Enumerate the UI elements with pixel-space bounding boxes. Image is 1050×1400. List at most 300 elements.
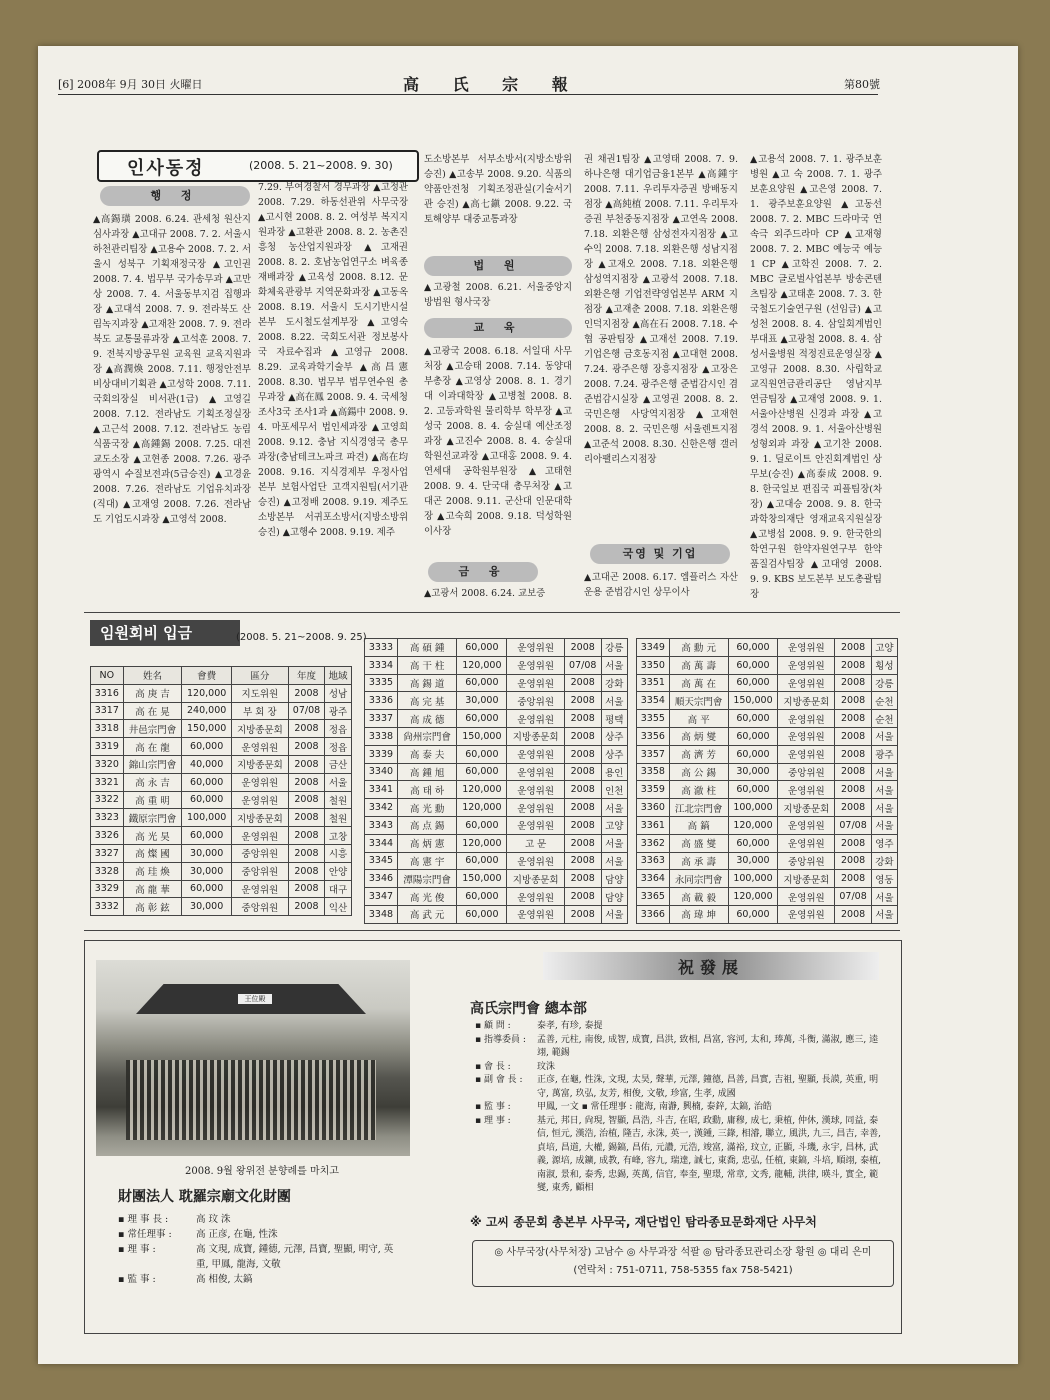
table-row <box>637 674 898 692</box>
table-cell: 3333 <box>365 639 398 657</box>
table-cell: 120,000 <box>728 888 778 906</box>
personnel-column-4a: 권 채권1팀장 ▲고영태 2008. 7. 9. 하나은행 대기업금융1본부 ▲高鍾宇 2008. 7.11. 우리투자증권 방배동지점장 ▲高純植 2008. 7.11. 우리투자증권 부천중동지점장 ▲고연옥 2008. 7.18. 외환은행 삼성전자지점장 ▲고수익 2008. 7.18. 외환은행 성남지점장 ▲고재오 2008. 7.18. 외환은행 삼성역지점장 ▲고광석 2008. 7.18. 외환은행 기업전략영업본부 ARM 지점장 ▲고재춘 2008. 7.18. 외환은행 인덕지점장 ▲高在石 2008. 7.18. 수협 공판팀장 ▲고재선 2008. 7.19. 기업은행 금호동지점 ▲고대현 2008. 7.24. 광주은행 장흥지점장 ▲고장은 2008. 7.24. 광주은행 준법감시인 겸 준법감시실장 ▲고영권 2008. 8. 2. 국민은행 사당역지점장 ▲고재현 2008. 8. 2. 국민은행 서울렌트지점 ▲고준석 2008. 8.30. 신한은행 갤러리아팰리스지점장 <box>584 154 738 465</box>
table-cell: 지도위원 <box>231 684 288 702</box>
officer-names: 泰孝, 有珍, 泰提 <box>537 1021 603 1031</box>
table-cell: 高 萬 壽 <box>669 656 728 674</box>
personnel-title: 인사동정 <box>127 158 205 179</box>
table-row <box>637 692 898 710</box>
office-notice: ※ 고씨 종문회 총본부 사무국, 재단법인 탐라종묘문화재단 사무처 <box>470 1215 817 1229</box>
table-cell: 철원 <box>325 791 352 809</box>
officer-names: 玟洙 <box>537 1061 556 1072</box>
table-cell: 60,000 <box>457 888 507 906</box>
table-cell: 3341 <box>365 781 398 799</box>
table-cell: 3327 <box>91 844 124 862</box>
table-cell: 2008 <box>564 692 601 710</box>
table-cell: 高 鎬 <box>669 816 728 834</box>
officer-role: ▪ 理 事 長 : <box>118 1214 169 1225</box>
table-cell: 高 在 晃 <box>123 702 182 720</box>
section-divider <box>84 612 900 613</box>
table-cell: 3345 <box>365 852 398 870</box>
table-cell: 井邑宗門會 <box>123 720 182 738</box>
table-row <box>365 870 628 888</box>
table-row <box>365 727 628 745</box>
table-row <box>365 745 628 763</box>
table-cell: 120,000 <box>457 656 507 674</box>
table-cell: 2008 <box>564 763 601 781</box>
table-cell: 운영위원 <box>231 773 288 791</box>
officer-names: 高 正彦, 在龜, 性洙 <box>196 1229 278 1240</box>
col-header: 姓名 <box>123 667 182 685</box>
banner-text: 祝發展 <box>677 958 744 977</box>
table-cell: 高 澈 柱 <box>669 781 728 799</box>
table-cell: 2008 <box>288 755 324 773</box>
table-cell: 100,000 <box>182 809 232 827</box>
table-cell: 정읍 <box>325 720 352 738</box>
table-cell: 영주 <box>871 834 897 852</box>
officer-role: ▪ 副 會 長 : <box>475 1075 523 1085</box>
table-cell: 240,000 <box>182 702 232 720</box>
table-cell: 高 盛 燮 <box>669 834 728 852</box>
table-cell: 3365 <box>637 888 670 906</box>
table-cell: 서울 <box>601 905 627 923</box>
table-cell: 永同宗門會 <box>669 870 728 888</box>
table-cell: 30,000 <box>182 898 232 916</box>
table-cell: 2008 <box>288 791 324 809</box>
table-row <box>91 755 352 773</box>
table-row <box>91 773 352 791</box>
table-cell: 지방종문회 <box>507 727 565 745</box>
table-cell: 평택 <box>601 710 627 728</box>
table-cell: 운영위원 <box>778 888 835 906</box>
table-cell: 高 点 錫 <box>397 816 456 834</box>
table-cell: 3322 <box>91 791 124 809</box>
table-cell: 인천 <box>601 781 627 799</box>
table-cell: 60,000 <box>457 763 507 781</box>
table-cell: 3340 <box>365 763 398 781</box>
table-cell: 3334 <box>365 656 398 674</box>
table-cell: 30,000 <box>457 692 507 710</box>
photo-caption: 2008. 9월 왕위전 분향례를 마치고 <box>185 1166 339 1177</box>
table-cell: 順天宗門會 <box>669 692 728 710</box>
table-cell: 광주 <box>325 702 352 720</box>
table-cell: 2008 <box>835 763 871 781</box>
table-cell: 3359 <box>637 781 670 799</box>
table-cell: 중앙위원 <box>507 692 565 710</box>
table-cell: 鐵原宗門會 <box>123 809 182 827</box>
table-cell: 高 瑋 坤 <box>669 905 728 923</box>
table-row <box>637 834 898 852</box>
table-cell: 3329 <box>91 880 124 898</box>
table-cell: 2008 <box>835 781 871 799</box>
table-cell: 3318 <box>91 720 124 738</box>
table-cell: 2008 <box>564 870 601 888</box>
table-cell: 2008 <box>288 809 324 827</box>
personnel-column-2: 7.29. 부여경찰서 경무과장 ▲고정관 2008. 7.29. 하동선관위 사무국장 ▲고시현 2008. 8. 2. 여성부 복지지원과장 ▲고환관 2008. 8. 2. 농촌진흥청 농산업지원과장 ▲고재권 2008. 8. 2. 호남농업연구소 벼육종재배과장 ▲고육성 2008. 8.12. 문화체육관광부 지역문화과장 ▲고동옥 2008. 8.19. 서울시 도시기반시설본부 도시철도설계부장 ▲고영숙 2008. 8.22. 국회도서관 정보봉사국 자료수집과 ▲고영규 2008. 8.29. 교육과학기술부 ▲高昌憲 2008. 8.30. 법무부 법무연수원 총무과장 ▲高在鳳 2008. 9. 4. 국세청 조사3국 조사1과 ▲高鍚中 2008. 9. 4. 마포세무서 법인세과장 ▲고영희 2008. 9.12. 충남 지식경영국 총무과장(충남테크노파크 파견) ▲高在均 2008. 9.16. 지식경제부 우정사업본부 보험사업단 고객지원팀(서기관승진) ▲고정배 2008. 9.19. 제주도소방본부 서귀포소방서(지방소방위승진) ▲고행수 2008. 9.19. 제주 <box>258 182 408 538</box>
table-cell: 3364 <box>637 870 670 888</box>
table-cell: 2008 <box>288 827 324 845</box>
table-row <box>637 763 898 781</box>
table-cell: 60,000 <box>457 816 507 834</box>
table-cell: 3347 <box>365 888 398 906</box>
table-row <box>637 727 898 745</box>
table-cell: 중앙위원 <box>231 862 288 880</box>
table-cell: 07/08 <box>835 816 871 834</box>
table-cell: 지방종문회 <box>231 755 288 773</box>
headquarters-title: 高氏宗門會 總本部 <box>470 1001 587 1017</box>
table-cell: 운영위원 <box>778 905 835 923</box>
table-row <box>365 799 628 817</box>
officer-names: 高 相俊, 太鎬 <box>196 1274 253 1285</box>
table-cell: 중앙위원 <box>778 763 835 781</box>
table-cell: 3354 <box>637 692 670 710</box>
table-cell: 60,000 <box>728 834 778 852</box>
table-cell: 운영위원 <box>507 674 565 692</box>
table-cell: 2008 <box>835 639 871 657</box>
headquarters-officers <box>475 1020 885 1196</box>
officer-names: 高 文現, 成寶, 鍾德, 元澤, 昌寶, 聖顯, 明守, 英重, 甲鳳, 龍海, 文敬 <box>196 1244 394 1270</box>
table-cell: 2008 <box>835 727 871 745</box>
table-cell: 高 珪 煥 <box>123 862 182 880</box>
table-row <box>91 880 352 898</box>
table-cell: 3356 <box>637 727 670 745</box>
table-row <box>365 639 628 657</box>
table-cell: 高 重 明 <box>123 791 182 809</box>
table-cell: 高 龍 華 <box>123 880 182 898</box>
table-row <box>637 816 898 834</box>
congrats-banner <box>543 952 879 980</box>
table-cell: 高 萬 在 <box>669 674 728 692</box>
table-cell: 운영위원 <box>231 738 288 756</box>
table-row <box>365 781 628 799</box>
table-cell: 30,000 <box>182 862 232 880</box>
table-cell: 안양 <box>325 862 352 880</box>
page-header <box>58 72 878 95</box>
table-cell: 150,000 <box>182 720 232 738</box>
table-cell: 지방종문회 <box>778 692 835 710</box>
table-cell: 운영위원 <box>778 745 835 763</box>
officer-role: ▪ 監 事 : <box>118 1274 156 1285</box>
table-cell: 高 永 吉 <box>123 773 182 791</box>
table-cell: 3335 <box>365 674 398 692</box>
table-cell: 120,000 <box>182 684 232 702</box>
table-cell: 2008 <box>564 834 601 852</box>
table-cell: 2008 <box>564 745 601 763</box>
table-cell: 30,000 <box>728 852 778 870</box>
newspaper-title: 高 氏 宗 報 <box>403 75 582 94</box>
table-row <box>91 791 352 809</box>
col-header: NO <box>91 667 124 685</box>
table-cell: 2008 <box>564 816 601 834</box>
table-cell: 高 濟 芳 <box>669 745 728 763</box>
table-cell: 120,000 <box>457 781 507 799</box>
table-cell: 150,000 <box>457 870 507 888</box>
donations-title: 임원회비 입금 <box>90 620 240 646</box>
personnel-column-1: ▲高錫璜 2008. 6.24. 관세청 원산지심사과장 ▲고대규 2008. 7. 2. 서울시 하천관리팀장 ▲고용수 2008. 7. 2. 서울시 성북구 기획재정국장 ▲고인권 2008. 7. 4. 법무부 국가송무과 ▲고만상 2008. 7. 4. 서울동부지검 집행과장 ▲고대석 2008. 7. 9. 전라북도 산림녹지과장 ▲고재찬 2008. 7. 9. 전라북도 교통물류과장 ▲고석훈 2008. 7. 9. 전북지방공무원 교육원 교육지원과장 ▲高潤煥 2008. 7.11. 행정안전부 비상대비기획관 ▲고성학 2008. 7.11. 국회의장실 비서관(1급) ▲고영길 2008. 7.12. 전라남도 기획조정실장 ▲고근석 2008. 7.12. 전라남도 농림식품국장 ▲高鍾錫 2008. 7.25. 대전교도소장 ▲고현종 2008. 7.26. 광주광역시 수질보전과(5급승진) ▲고경윤 2008. 7.26. 전라남도 기업유치과장(직대) ▲고재영 2008. 7.26. 전라남도 기업도시과장 ▲고영석 2008. <box>93 214 251 525</box>
table-cell: 潭陽宗門會 <box>397 870 456 888</box>
table-cell: 60,000 <box>457 674 507 692</box>
table-cell: 지방종문회 <box>231 809 288 827</box>
table-cell: 지방종문회 <box>231 720 288 738</box>
table-cell: 2008 <box>564 799 601 817</box>
table-cell: 3342 <box>365 799 398 817</box>
table-cell: 철원 <box>325 809 352 827</box>
table-cell: 2008 <box>564 710 601 728</box>
table-cell: 高 在 龍 <box>123 738 182 756</box>
table-cell: 120,000 <box>728 816 778 834</box>
table-cell: 高 庚 吉 <box>123 684 182 702</box>
table-cell: 3321 <box>91 773 124 791</box>
table-row <box>637 905 898 923</box>
table-cell: 60,000 <box>728 710 778 728</box>
table-cell: 운영위원 <box>507 852 565 870</box>
personnel-column-3d: ▲고광서 2008. 6.24. 교보증 <box>424 588 546 599</box>
table-cell: 60,000 <box>728 674 778 692</box>
table-cell: 3357 <box>637 745 670 763</box>
table-cell: 운영위원 <box>507 639 565 657</box>
table-cell: 高 干 柱 <box>397 656 456 674</box>
table-cell: 高 燦 國 <box>123 844 182 862</box>
donations-table-1 <box>90 666 352 916</box>
section-admin: 행 정 <box>100 186 250 206</box>
table-cell: 중앙위원 <box>778 852 835 870</box>
table-cell: 광주 <box>871 745 897 763</box>
table-row <box>91 809 352 827</box>
table-cell: 강화 <box>601 674 627 692</box>
table-cell: 운영위원 <box>507 763 565 781</box>
table-cell: 2008 <box>288 773 324 791</box>
table-cell: 3319 <box>91 738 124 756</box>
table-cell: 3366 <box>637 905 670 923</box>
table-cell: 서울 <box>871 799 897 817</box>
table-cell: 錦山宗門會 <box>123 755 182 773</box>
staff-names: ◎ 사무국장(사무처장) 고남수 ◎ 사무과장 석팔 ◎ 탐라종묘관리소장 황원 ◎ 대리 은미 <box>494 1247 872 1258</box>
table-row <box>637 799 898 817</box>
foundation-officers <box>118 1212 398 1287</box>
table-cell: 부 회 장 <box>231 702 288 720</box>
table-cell: 100,000 <box>728 870 778 888</box>
table-cell: 강릉 <box>601 639 627 657</box>
table-cell: 3348 <box>365 905 398 923</box>
table-cell: 07/08 <box>835 888 871 906</box>
table-cell: 60,000 <box>728 745 778 763</box>
table-cell: 운영위원 <box>231 827 288 845</box>
table-cell: 서울 <box>871 905 897 923</box>
officer-names: 孟善, 元柱, 南俊, 成智, 成寶, 昌洪, 致相, 昌富, 容河, 太和, 琫萬, 斗衡, 滿淑, 應三, 逵翊, 範錫 <box>537 1034 879 1058</box>
table-cell: 익산 <box>325 898 352 916</box>
table-cell: 高 完 基 <box>397 692 456 710</box>
personnel-column-3a: 도소방본부 서부소방서(지방소방위 승진) ▲고송부 2008. 9.20. 식품의약품안전청 기획조정관실(기술서기관 승진) ▲高七鎭 2008. 9.22. 국토해양부 대중교통과장 <box>424 154 572 225</box>
table-row <box>365 816 628 834</box>
table-cell: 운영위원 <box>507 816 565 834</box>
table-row <box>91 738 352 756</box>
table-cell: 60,000 <box>182 773 232 791</box>
table-cell: 담양 <box>601 888 627 906</box>
table-cell: 3346 <box>365 870 398 888</box>
table-cell: 3363 <box>637 852 670 870</box>
table-cell: 高 勳 元 <box>669 639 728 657</box>
table-cell: 고 문 <box>507 834 565 852</box>
table-cell: 지방종문회 <box>507 870 565 888</box>
table-cell: 100,000 <box>728 799 778 817</box>
table-cell: 高 鍾 旭 <box>397 763 456 781</box>
table-cell: 3317 <box>91 702 124 720</box>
table-cell: 서울 <box>871 727 897 745</box>
table-header-row <box>91 667 352 685</box>
table-cell: 江北宗門會 <box>669 799 728 817</box>
table-cell: 2008 <box>835 852 871 870</box>
table-row <box>91 862 352 880</box>
officer-names: 甲鳳, 一文 ▪ 常任理事 : 龍海, 南瀞, 興楠, 泰鋅, 太鎬, 治皓 <box>537 1102 772 1112</box>
table-row <box>91 844 352 862</box>
table-cell: 高 平 <box>669 710 728 728</box>
table-cell: 3323 <box>91 809 124 827</box>
officer-role: ▪ 指導委員 : <box>475 1034 526 1045</box>
table-cell: 2008 <box>835 692 871 710</box>
donations-table-3 <box>636 638 898 924</box>
table-cell: 강화 <box>871 852 897 870</box>
table-cell: 07/08 <box>564 656 601 674</box>
table-row <box>91 827 352 845</box>
table-row <box>637 852 898 870</box>
table-row <box>637 888 898 906</box>
pavilion-signboard: 王位殿 <box>238 994 272 1004</box>
table-cell: 운영위원 <box>507 710 565 728</box>
table-cell: 3360 <box>637 799 670 817</box>
staff-contact: (연락처 : 751-0711, 758-5355 fax 758-5421) <box>573 1265 793 1276</box>
table-cell: 3350 <box>637 656 670 674</box>
table-cell: 3316 <box>91 684 124 702</box>
table-cell: 3351 <box>637 674 670 692</box>
personnel-column-5: ▲고용석 2008. 7. 1. 광주보훈병원 ▲고 숙 2008. 7. 1. 광주보훈요양원 ▲고은영 2008. 7. 1. 광주보훈요양원 ▲고동선 2008. 7. 2. MBC 드라마국 연속극 외주드라마 CP ▲고재형 2008. 7. 2. MBC 예능국 예능1 CP ▲고학진 2008. 7. 2. MBC 글로벌사업본부 방송콘텐츠팀장 ▲고태훈 2008. 7. 3. 한국철도기술연구원 (선임급) ▲고성천 2008. 8. 4. 삼일회계법인 부대표 ▲고광철 2008. 8. 4. 삼성서울병원 적정진료운영실장 ▲고영규 2008. 8.30. 사립학교교직원연금관리공단 영남지부 연금팀장 ▲고재영 2008. 9. 1. 서울아산병원 신경과 과장 ▲고경석 2008. 9. 1. 서울아산병원 성형외과 과장 ▲고기찬 2008. 9. 1. 딜로이트 안진회계법인 상무보(승진) ▲高泰成 2008. 9. 8. 한국일보 편집국 피플팀장(차장) ▲고대승 2008. 9. 8. 한국과학창의재단 영재교육지원실장 ▲고병섭 2008. 9. 9. 한국한의학연구원 한약자원연구부 한약품질검사팀장 ▲고대영 2008. 9. 9. KBS 보도본부 보도총괄팀장 <box>750 154 882 600</box>
table-row <box>637 710 898 728</box>
table-cell: 120,000 <box>457 834 507 852</box>
table-cell: 고창 <box>325 827 352 845</box>
table-cell: 2008 <box>835 870 871 888</box>
table-cell: 高 錫 道 <box>397 674 456 692</box>
personnel-column-3b: ▲고광철 2008. 6.21. 서울중앙지방법원 형사국장 <box>424 282 572 308</box>
table-cell: 운영위원 <box>507 799 565 817</box>
table-cell: 운영위원 <box>778 656 835 674</box>
table-cell: 150,000 <box>728 692 778 710</box>
table-row <box>91 720 352 738</box>
table-cell: 지방종문회 <box>778 799 835 817</box>
table-cell: 대구 <box>325 880 352 898</box>
table-cell: 高 光 昊 <box>123 827 182 845</box>
table-cell: 2008 <box>564 888 601 906</box>
table-cell: 2008 <box>835 710 871 728</box>
table-cell: 서울 <box>601 656 627 674</box>
table-cell: 2008 <box>564 727 601 745</box>
table-cell: 상주 <box>601 727 627 745</box>
table-cell: 2008 <box>835 745 871 763</box>
table-cell: 운영위원 <box>507 656 565 674</box>
table-cell: 60,000 <box>728 905 778 923</box>
table-cell: 高 憲 宇 <box>397 852 456 870</box>
table-cell: 60,000 <box>457 745 507 763</box>
table-row <box>365 674 628 692</box>
table-cell: 서울 <box>325 773 352 791</box>
crowd <box>126 1060 376 1140</box>
table-cell: 2008 <box>288 898 324 916</box>
col-header: 地域 <box>325 667 352 685</box>
table-cell: 2008 <box>288 844 324 862</box>
officer-names: 正彦, 在龜, 性洙, 文現, 太昊, 聲華, 元澤, 鐘德, 昌善, 昌實, 吉祖, 聖顯, 長謨, 英重, 明守, 萬富, 玖弘, 友芳, 相俊, 文敬, 珍富, 生孝, 成國 <box>537 1075 879 1099</box>
table-cell: 尙州宗門會 <box>397 727 456 745</box>
personnel-column-3c: ▲고광국 2008. 6.18. 서일대 사무처장 ▲고승태 2008. 7.14. 동양대 부총장 ▲고영상 2008. 8. 1. 경기대 이과대학장 ▲고병철 2008. 8. 2. 고등과학원 물리학부 학부장 ▲고성국 2008. 8. 4. 숭실대 예산조정과장 ▲고진수 2008. 8. 4. 숭실대 학원선교과장 ▲고대홍 2008. 9. 4. 연세대 공학원부원장 ▲고태현 2008. 9. 4. 단국대 총무처장 ▲고대곤 2008. 9.11. 군산대 인문대학장 ▲고숙희 2008. 9.18. 덕성학원 이사장 <box>424 346 572 537</box>
table-cell: 3358 <box>637 763 670 781</box>
table-cell: 高 公 錫 <box>669 763 728 781</box>
table-cell: 서울 <box>871 781 897 799</box>
table-cell: 2008 <box>564 674 601 692</box>
table-cell: 성남 <box>325 684 352 702</box>
table-cell: 3326 <box>91 827 124 845</box>
table-cell: 운영위원 <box>778 674 835 692</box>
table-cell: 60,000 <box>457 852 507 870</box>
col-header: 會費 <box>182 667 232 685</box>
table-cell: 60,000 <box>457 639 507 657</box>
donations-date: (2008. 5. 21~2008. 9. 25) <box>236 632 367 643</box>
table-cell: 운영위원 <box>507 888 565 906</box>
table-cell: 60,000 <box>182 791 232 809</box>
section-edu: 교 육 <box>424 318 572 338</box>
table-row <box>91 684 352 702</box>
section-divider <box>84 930 900 931</box>
table-row <box>365 905 628 923</box>
table-cell: 60,000 <box>457 905 507 923</box>
table-cell: 高 光 俊 <box>397 888 456 906</box>
table-cell: 高 태 하 <box>397 781 456 799</box>
table-cell: 2008 <box>835 799 871 817</box>
table-cell: 운영위원 <box>507 905 565 923</box>
table-cell: 운영위원 <box>778 816 835 834</box>
table-row <box>365 763 628 781</box>
table-cell: 高 泰 夫 <box>397 745 456 763</box>
table-row <box>365 834 628 852</box>
table-row <box>365 656 628 674</box>
table-cell: 담양 <box>601 870 627 888</box>
table-cell: 60,000 <box>457 710 507 728</box>
table-cell: 강릉 <box>871 674 897 692</box>
table-cell: 2008 <box>835 656 871 674</box>
table-cell: 2008 <box>564 905 601 923</box>
table-cell: 3337 <box>365 710 398 728</box>
table-row <box>637 870 898 888</box>
table-cell: 2008 <box>288 684 324 702</box>
issue-number: 第80號 <box>844 78 880 91</box>
foundation-title: 財團法人 耽羅宗廟文化財團 <box>118 1189 291 1205</box>
officer-role: ▪ 會 長 : <box>475 1061 511 1072</box>
table-cell: 고양 <box>601 816 627 834</box>
table-cell: 용인 <box>601 763 627 781</box>
table-cell: 상주 <box>601 745 627 763</box>
table-cell: 운영위원 <box>778 727 835 745</box>
table-cell: 3336 <box>365 692 398 710</box>
issue-date: [6] 2008年 9月 30日 火曜日 <box>58 78 203 91</box>
table-cell: 60,000 <box>728 727 778 745</box>
table-cell: 高 碩 鍾 <box>397 639 456 657</box>
table-cell: 高 炳 燮 <box>669 727 728 745</box>
table-cell: 2008 <box>835 674 871 692</box>
officer-names: 基元, 邦日, 尙現, 智顯, 昌浩, 斗吉, 在昭, 政勳, 庸穆, 成七, 秉植, 仲休, 漢球, 同益, 泰信, 恒元, 漢浩, 治植, 隆吉, 永洙, 英一, 漢鍾, 三錄, 相濬, 聯立, 風洪, 九三, 昌吉, 幸善, 貞培, 昌道, 大權, 錫鎬, 昌佑, 元讚, 元浩, 竣富, 滿裕, 玟立, 正顯, 斗璣, 永宇, 昌林, 武義, 源培, 成鑛, 成教, 有峰, 容九, 瑞達, 誠七, 東喬, 忠弘, 任植, 東鎬, 斗培, 順翊, 泰植, 南淑, 景和, 泰秀, 忠錫, 英萬, 信官, 奉奎, 聖璟, 常章, 文秀, 龍輔, 洪律, 暎斗, 實全, 範燮, 東秀, 顧相 <box>537 1115 881 1193</box>
table-cell: 운영위원 <box>778 710 835 728</box>
table-cell: 60,000 <box>182 827 232 845</box>
col-header: 區分 <box>231 667 288 685</box>
table-cell: 60,000 <box>728 656 778 674</box>
officer-role: ▪ 監 事 : <box>475 1102 511 1112</box>
personnel-heading <box>97 150 419 182</box>
table-cell: 운영위원 <box>778 781 835 799</box>
table-row <box>365 692 628 710</box>
